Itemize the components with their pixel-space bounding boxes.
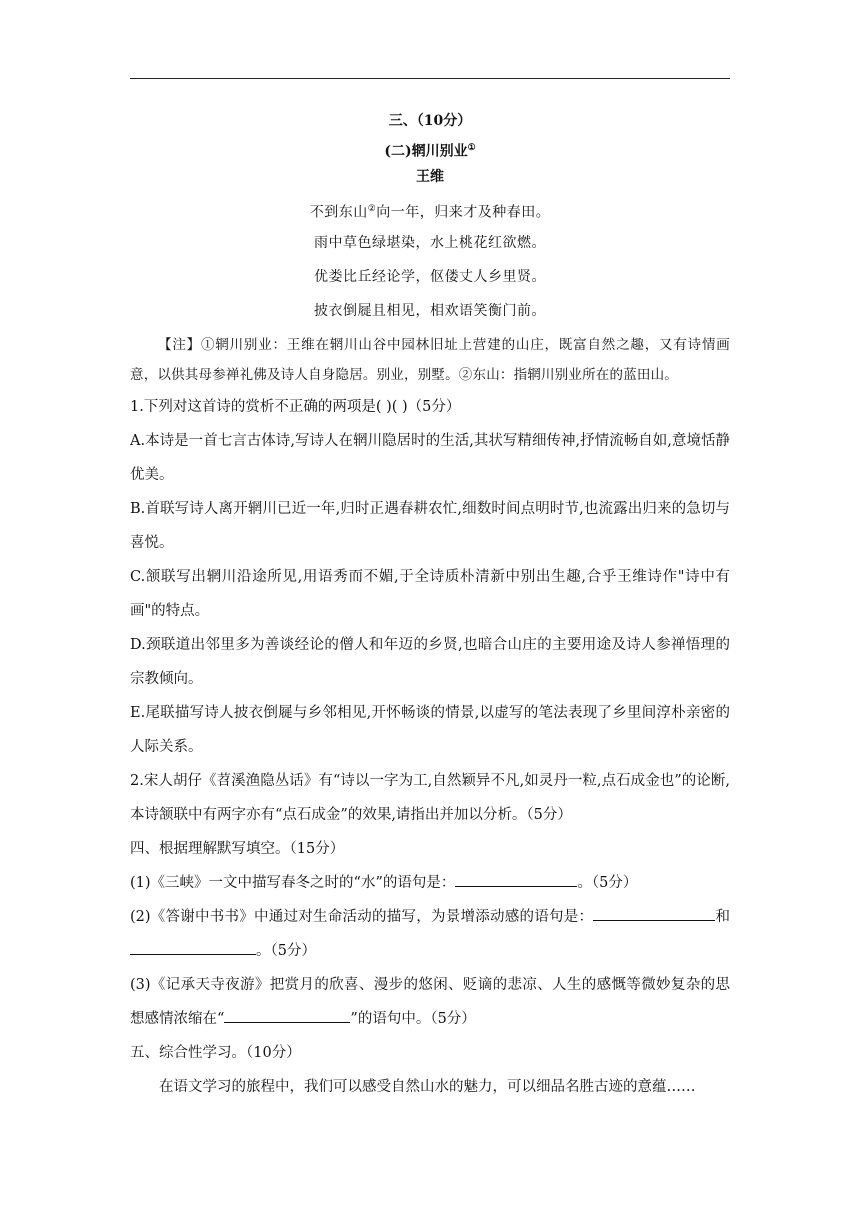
option-b: B.首联写诗人离开辋川已近一年,归时正遇春耕农忙,细数时间点明时节,也流露出归来的急切与喜悦。 bbox=[130, 501, 730, 551]
answer-blank[interactable] bbox=[593, 904, 715, 921]
section-5-heading: 五、综合性学习。（10分） bbox=[130, 1045, 301, 1061]
section-3-heading: 三、（10分） bbox=[388, 113, 472, 129]
poem-title bbox=[130, 134, 730, 162]
poem-line-text: 向一年，归来才及种春田。 bbox=[376, 204, 551, 221]
footnote-mark: ② bbox=[367, 204, 377, 214]
question-text: 和 bbox=[715, 909, 730, 925]
footnote-mark: ① bbox=[467, 143, 476, 153]
poem-line-3: 优娄比丘经论学，伛偻丈人乡里贤。 bbox=[314, 269, 546, 285]
question-text: 。（5分） bbox=[256, 943, 316, 959]
fill-question-3 bbox=[130, 968, 730, 1036]
exam-page bbox=[130, 108, 730, 1104]
poem-line-1 bbox=[130, 192, 730, 226]
question-text: (3)《记承天寺夜游》把赏月的欣喜、漫步的悠闲、贬谪的悲凉、人生的感慨等微妙复杂的思想感情浓缩在“ bbox=[130, 977, 730, 1027]
poem-line-text: 不到东山 bbox=[309, 204, 368, 221]
answer-blank[interactable] bbox=[224, 1006, 350, 1023]
answer-blank[interactable] bbox=[455, 870, 577, 887]
poem-line-4: 披衣倒屣且相见，相欢语笑衡门前。 bbox=[314, 303, 546, 319]
poem-note: 【注】①辋川别业：王维在辋川山谷中园林旧址上营建的山庄，既富自然之趣，又有诗情画意，以供其母参禅礼佛及诗人自身隐居。别业，别墅。②东山：指辋川别业所在的蓝田山。 bbox=[130, 337, 730, 383]
question-text: (1)《三峡》一文中描写春冬之时的“水”的语句是： bbox=[130, 875, 456, 891]
question-text: (2)《答谢中书书》中通过对生命活动的描写，为景增添动感的语句是： bbox=[130, 909, 594, 925]
poem-author: 王维 bbox=[416, 169, 444, 185]
option-c: C.颔联写出辋川沿途所见,用语秀而不媚,于全诗质朴清新中别出生趣,合乎王维诗作"诗中有画"的特点。 bbox=[130, 569, 730, 619]
question-2: 2.宋人胡仔《苕溪渔隐丛话》有“诗以一字为工,自然颖异不凡,如灵丹一粒,点石成金也”的论断,本诗颔联中有两字亦有“点石成金”的效果,请指出并加以分析。（5分） bbox=[130, 773, 730, 823]
fill-question-1 bbox=[130, 866, 730, 900]
option-e: E.尾联描写诗人披衣倒屣与乡邻相见,开怀畅谈的情景,以虚写的笔法表现了乡里间淳朴亲密的人际关系。 bbox=[130, 705, 730, 755]
option-a: A.本诗是一首七言古体诗,写诗人在辋川隐居时的生活,其状写精细传神,抒情流畅自如,意境恬静优美。 bbox=[130, 433, 730, 483]
question-text: ”的语句中。（5分） bbox=[350, 1011, 476, 1027]
question-1-stem: 1.下列对这首诗的赏析不正确的两项是( )( )（5分） bbox=[130, 399, 461, 415]
section-4-heading: 四、根据理解默写填空。（15分） bbox=[130, 841, 345, 857]
poem-title-text: (二)辋川别业 bbox=[384, 143, 468, 160]
fill-question-2 bbox=[130, 900, 730, 968]
question-text: 。（5分） bbox=[577, 875, 638, 891]
option-d: D.颈联道出邻里多为善谈经论的僧人和年迈的乡贤,也暗合山庄的主要用途及诗人参禅悟理的宗教倾向。 bbox=[130, 637, 730, 687]
section-5-intro: 在语文学习的旅程中，我们可以感受自然山水的魅力，可以细品名胜古迹的意蕴…… bbox=[159, 1079, 696, 1095]
header-rule bbox=[130, 78, 730, 79]
answer-blank[interactable] bbox=[130, 938, 256, 955]
poem-line-2: 雨中草色绿堪染，水上桃花红欲燃。 bbox=[314, 235, 546, 251]
